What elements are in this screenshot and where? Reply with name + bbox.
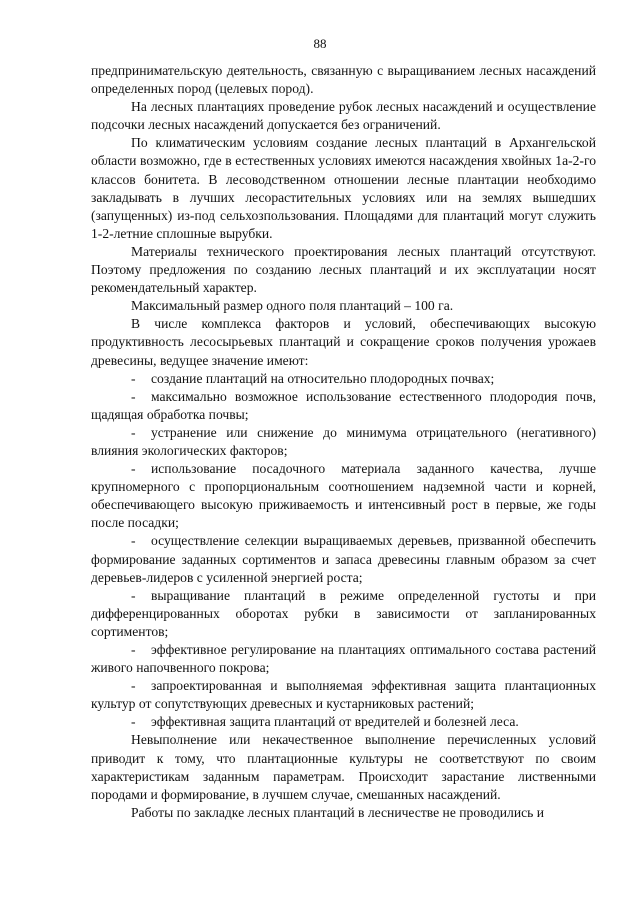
list-item-text: осуществление селекции выращиваемых деревьев, призванной обеспечить формирование заданных сортиментов и запаса древесины главным образом за счет деревьев-лидеров с усиленной энергией роста; <box>91 533 596 585</box>
dash-bullet: - <box>131 678 136 694</box>
list-item <box>91 424 596 460</box>
dash-bullet: - <box>131 714 136 730</box>
list-item <box>91 677 596 713</box>
dash-bullet: - <box>131 642 136 657</box>
list-item <box>91 641 596 677</box>
paragraph: Максимальный размер одного поля плантаций – 100 га. <box>131 298 454 314</box>
body-text <box>91 62 596 822</box>
dash-bullet: - <box>131 461 136 477</box>
paragraph: В числе комплекса факторов и условий, обеспечивающих высокую продуктивность лесосырьевых плантаций и сокращение сроков получения урожаев древесины, ведущее значение имеют: <box>91 316 596 368</box>
list-item <box>91 587 596 641</box>
list-item <box>91 532 596 586</box>
list-item-text: выращивание плантаций в режиме определенной густоты и при дифференцированных оборотах рубки в зависимости от запланированных сортиментов; <box>91 587 596 639</box>
list-item-text: эффективная защита плантаций от вредителей и болезней леса. <box>151 714 519 730</box>
list-item <box>91 713 596 731</box>
list-item-text: эффективное регулирование на плантациях оптимального состава растений живого напочвенного покрова; <box>91 642 596 676</box>
list-item <box>91 388 596 424</box>
dash-bullet: - <box>131 370 136 386</box>
paragraph: Работы по закладке лесных плантаций в лесничестве не проводились и <box>131 804 545 820</box>
dash-bullet: - <box>131 587 136 603</box>
paragraph: Невыполнение или некачественное выполнение перечисленных условий приводит к тому, что плантационные культуры не соответствуют по своим характеристикам заданным параметрам. Происходит зарастание лиственными породами и формирование, в лучшем случае, смешанных насаждений. <box>91 732 596 802</box>
list-item-text: максимально возможное использование естественного плодородия почв, щадящая обработка почвы; <box>91 388 596 422</box>
list-item-text: создание плантаций на относительно плодородных почвах; <box>151 370 495 386</box>
list-item <box>91 370 596 388</box>
paragraph: На лесных плантациях проведение рубок лесных насаждений и осуществление подсочки лесных насаждений допускается без ограничений. <box>91 99 596 133</box>
list-item-text: запроектированная и выполняемая эффективная защита плантационных культур от сопутствующих древесных и кустарниковых растений; <box>91 678 596 712</box>
list-item-text: использование посадочного материала заданного качества, лучше крупномерного с пропорциональным соотношением надземной части и корней, обеспечивающего высокую приживаемость и интенсивный рост в первые, же годы после посадки; <box>91 461 596 531</box>
dash-bullet: - <box>131 533 136 549</box>
paragraph: Материалы технического проектирования лесных плантаций отсутствуют. Поэтому предложения по созданию лесных плантаций и их эксплуатации носят рекомендательный характер. <box>91 243 596 296</box>
page-number: 88 <box>313 36 327 51</box>
list-item-text: устранение или снижение до минимума отрицательного (негативного) влияния экологических факторов; <box>91 424 596 458</box>
list-item <box>91 460 596 532</box>
dash-bullet: - <box>131 424 136 440</box>
paragraph: По климатическим условиям создание лесных плантаций в Архангельской области возможно, где в естественных условиях имеются насаждения хвойных 1а-2-го классов бонитета. В лесоводственном отношении лесные плантации необходимо закладывать в лучших лесорастительных условиях или на землях вышедших (запущенных) из-под сельхозпользования. Площадями для плантаций могут служить 1-2-летние сплошные вырубки. <box>91 135 596 241</box>
paragraph: предпринимательскую деятельность, связанную с выращиванием лесных насаждений определенных пород (целевых пород). <box>91 63 596 97</box>
dash-bullet: - <box>131 388 136 404</box>
